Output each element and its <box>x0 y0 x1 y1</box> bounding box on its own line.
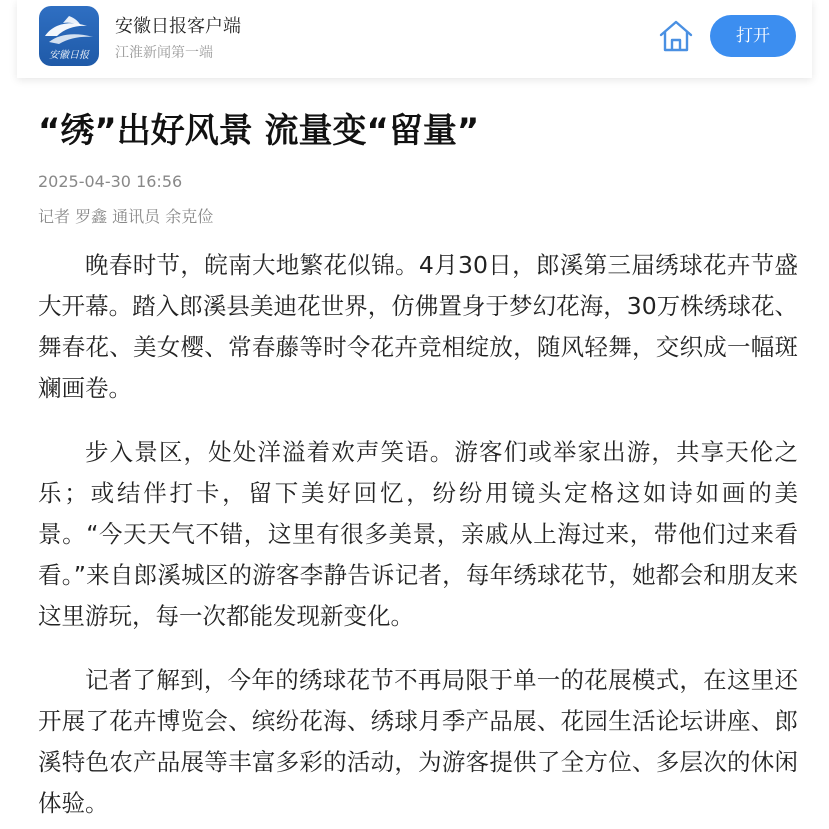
home-icon <box>657 18 695 54</box>
home-button[interactable] <box>657 18 695 54</box>
app-logo[interactable] <box>39 6 99 66</box>
app-download-banner <box>17 0 812 78</box>
publish-date: 2025-04-30 16:56 <box>38 172 183 191</box>
article-byline: 记者 罗鑫 通讯员 余克俭 <box>38 207 214 226</box>
app-slogan: 江淮新闻第一端 <box>115 45 213 61</box>
open-app-button[interactable]: 打开 <box>710 15 796 57</box>
article-title: “绣”出好风景 流量变“留量” <box>38 111 480 151</box>
logo-graphic <box>39 6 99 66</box>
article-paragraph: 记者了解到，今年的绣球花节不再局限于单一的花展模式，在这里还开展了花卉博览会、缤纷花海、绣球月季产品展、花园生活论坛讲座、郎溪特色农产品展等丰富多彩的活动，为游客提供了全方位、多层次的休闲体验。 <box>38 666 798 817</box>
article-paragraph: 步入景区，处处洋溢着欢声笑语。游客们或举家出游，共享天伦之乐；或结伴打卡，留下美好回忆，纷纷用镜头定格这如诗如画的美景。“今天天气不错，这里有很多美景，亲戚从上海过来，带他们过来看看。”来自郎溪城区的游客李静告诉记者，每年绣球花节，她都会和朋友来这里游玩，每一次都能发现新变化。 <box>38 438 798 630</box>
article <box>38 108 798 824</box>
app-name: 安徽日报客户端 <box>115 16 241 37</box>
logo-text: 安徽日报 <box>49 50 89 61</box>
article-paragraph: 晚春时节，皖南大地繁花似锦。4月30日，郎溪第三届绣球花卉节盛大开幕。踏入郎溪县美迪花世界，仿佛置身于梦幻花海，30万株绣球花、舞春花、美女樱、常春藤等时令花卉竞相绽放，随风轻舞，交织成一幅斑斓画卷。 <box>38 251 798 402</box>
